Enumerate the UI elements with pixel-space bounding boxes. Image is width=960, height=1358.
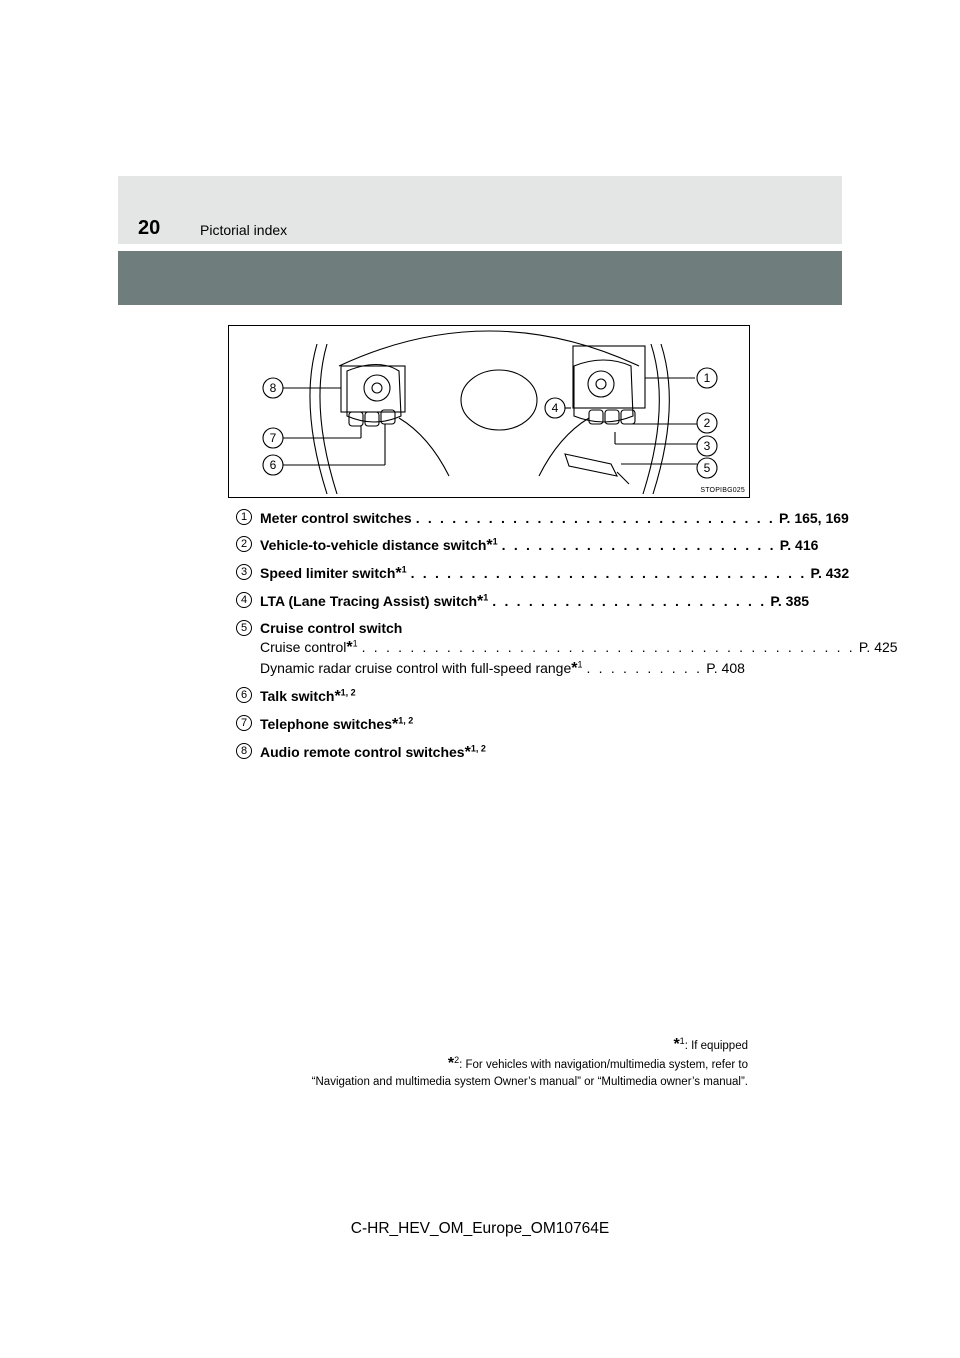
list-item xyxy=(236,563,850,584)
item-label: LTA (Lane Tracing Assist) switch xyxy=(260,593,478,609)
figure-code: STOPIBG025 xyxy=(700,487,745,494)
item-number: 3 xyxy=(236,564,252,580)
item-number: 5 xyxy=(236,620,252,636)
leader-dots: . . . . . . . . . . xyxy=(586,660,703,676)
asterisk-icon: * xyxy=(392,716,399,733)
steering-wheel-drawing xyxy=(229,326,751,499)
callout-6: 6 xyxy=(269,458,277,472)
item-number: 8 xyxy=(236,743,252,759)
switch-index-list xyxy=(236,508,898,770)
asterisk-icon: * xyxy=(571,660,578,677)
page-reference-link[interactable]: P. 416 xyxy=(779,537,819,553)
asterisk-icon: * xyxy=(346,639,353,656)
page-reference-link[interactable]: P. 432 xyxy=(810,565,850,581)
footnote-2 xyxy=(312,1055,748,1074)
list-item xyxy=(236,742,726,763)
asterisk-icon: * xyxy=(464,744,471,761)
footnote-mark: 1, 2 xyxy=(340,687,356,698)
item-number: 1 xyxy=(236,509,252,525)
page-reference-link[interactable]: P. 408 xyxy=(706,660,745,676)
footnote-mark: 1 xyxy=(492,536,498,547)
item-label: Cruise control switch xyxy=(260,620,403,636)
callout-2: 2 xyxy=(703,416,711,430)
footnote-2-continued: “Navigation and multimedia system Owner’s manual” or “Multimedia owner’s manual”. xyxy=(311,1076,748,1088)
item-number: 2 xyxy=(236,536,252,552)
list-item xyxy=(236,591,810,612)
list-item xyxy=(236,535,819,556)
item-label: Speed limiter switch xyxy=(260,565,396,581)
list-item xyxy=(236,508,849,528)
callout-8: 8 xyxy=(269,381,277,395)
footnote-mark: 1, 2 xyxy=(398,715,414,726)
callout-4: 4 xyxy=(551,401,559,415)
leader-dots: . . . . . . . . . . . . . . . . . . . . . . . . . . . . . . xyxy=(415,510,775,526)
asterisk-icon: * xyxy=(477,593,484,610)
footnote-mark: 2 xyxy=(454,1055,460,1066)
item-label: Meter control switches xyxy=(260,510,412,526)
document-code: C-HR_HEV_OM_Europe_OM10764E xyxy=(350,1220,610,1237)
leader-dots: . . . . . . . . . . . . . . . . . . . . . . . xyxy=(492,593,767,609)
footnote-1 xyxy=(312,1036,748,1055)
section-title: Pictorial index xyxy=(200,222,288,238)
item-label: Audio remote control switches xyxy=(260,744,465,760)
steering-wheel-illustration xyxy=(228,325,750,498)
page-header xyxy=(118,176,842,244)
asterisk-icon: * xyxy=(447,1055,455,1072)
item-label: Vehicle-to-vehicle distance switch xyxy=(260,537,487,553)
list-item xyxy=(236,686,726,707)
page-reference-link[interactable]: P. 165, 169 xyxy=(779,510,849,526)
asterisk-icon: * xyxy=(334,688,341,705)
asterisk-icon: * xyxy=(486,537,493,554)
footnote-mark: 1 xyxy=(679,1036,685,1047)
footnote-text: : For vehicles with navigation/multimedia system, refer to xyxy=(459,1059,748,1071)
item-label: Telephone switches xyxy=(260,716,392,732)
list-item xyxy=(236,619,898,679)
page-reference-link[interactable]: P. 385 xyxy=(770,593,810,609)
callout-1: 1 xyxy=(703,371,711,385)
header-bar xyxy=(118,251,842,305)
item-label: Talk switch xyxy=(260,688,335,704)
list-item xyxy=(236,714,726,735)
footnote-mark: 1, 2 xyxy=(470,743,486,754)
footnote-text: : If equipped xyxy=(684,1040,748,1052)
footnotes xyxy=(312,1036,748,1091)
item-number: 7 xyxy=(236,715,252,731)
callout-5: 5 xyxy=(703,461,711,475)
sub-item-label: Dynamic radar cruise control with full-speed range xyxy=(260,660,572,676)
page-number: 20 xyxy=(138,217,161,239)
footnote-mark: 1 xyxy=(352,638,358,649)
sub-item-label: Cruise control xyxy=(260,639,347,655)
page-reference-link[interactable]: P. 425 xyxy=(858,639,898,655)
item-number: 6 xyxy=(236,687,252,703)
leader-dots: . . . . . . . . . . . . . . . . . . . . . . . . . . . . . . . . . . . . . . . . . xyxy=(361,639,855,655)
leader-dots: . . . . . . . . . . . . . . . . . . . . . . . xyxy=(501,537,776,553)
footnote-mark: 1 xyxy=(577,659,583,670)
footnote-mark: 1 xyxy=(401,564,407,575)
item-number: 4 xyxy=(236,592,252,608)
footnote-mark: 1 xyxy=(483,592,489,603)
callout-7: 7 xyxy=(269,431,277,445)
asterisk-icon: * xyxy=(395,565,402,582)
asterisk-icon: * xyxy=(673,1036,680,1053)
callout-3: 3 xyxy=(703,439,711,453)
leader-dots: . . . . . . . . . . . . . . . . . . . . . . . . . . . . . . . . . xyxy=(410,565,807,581)
